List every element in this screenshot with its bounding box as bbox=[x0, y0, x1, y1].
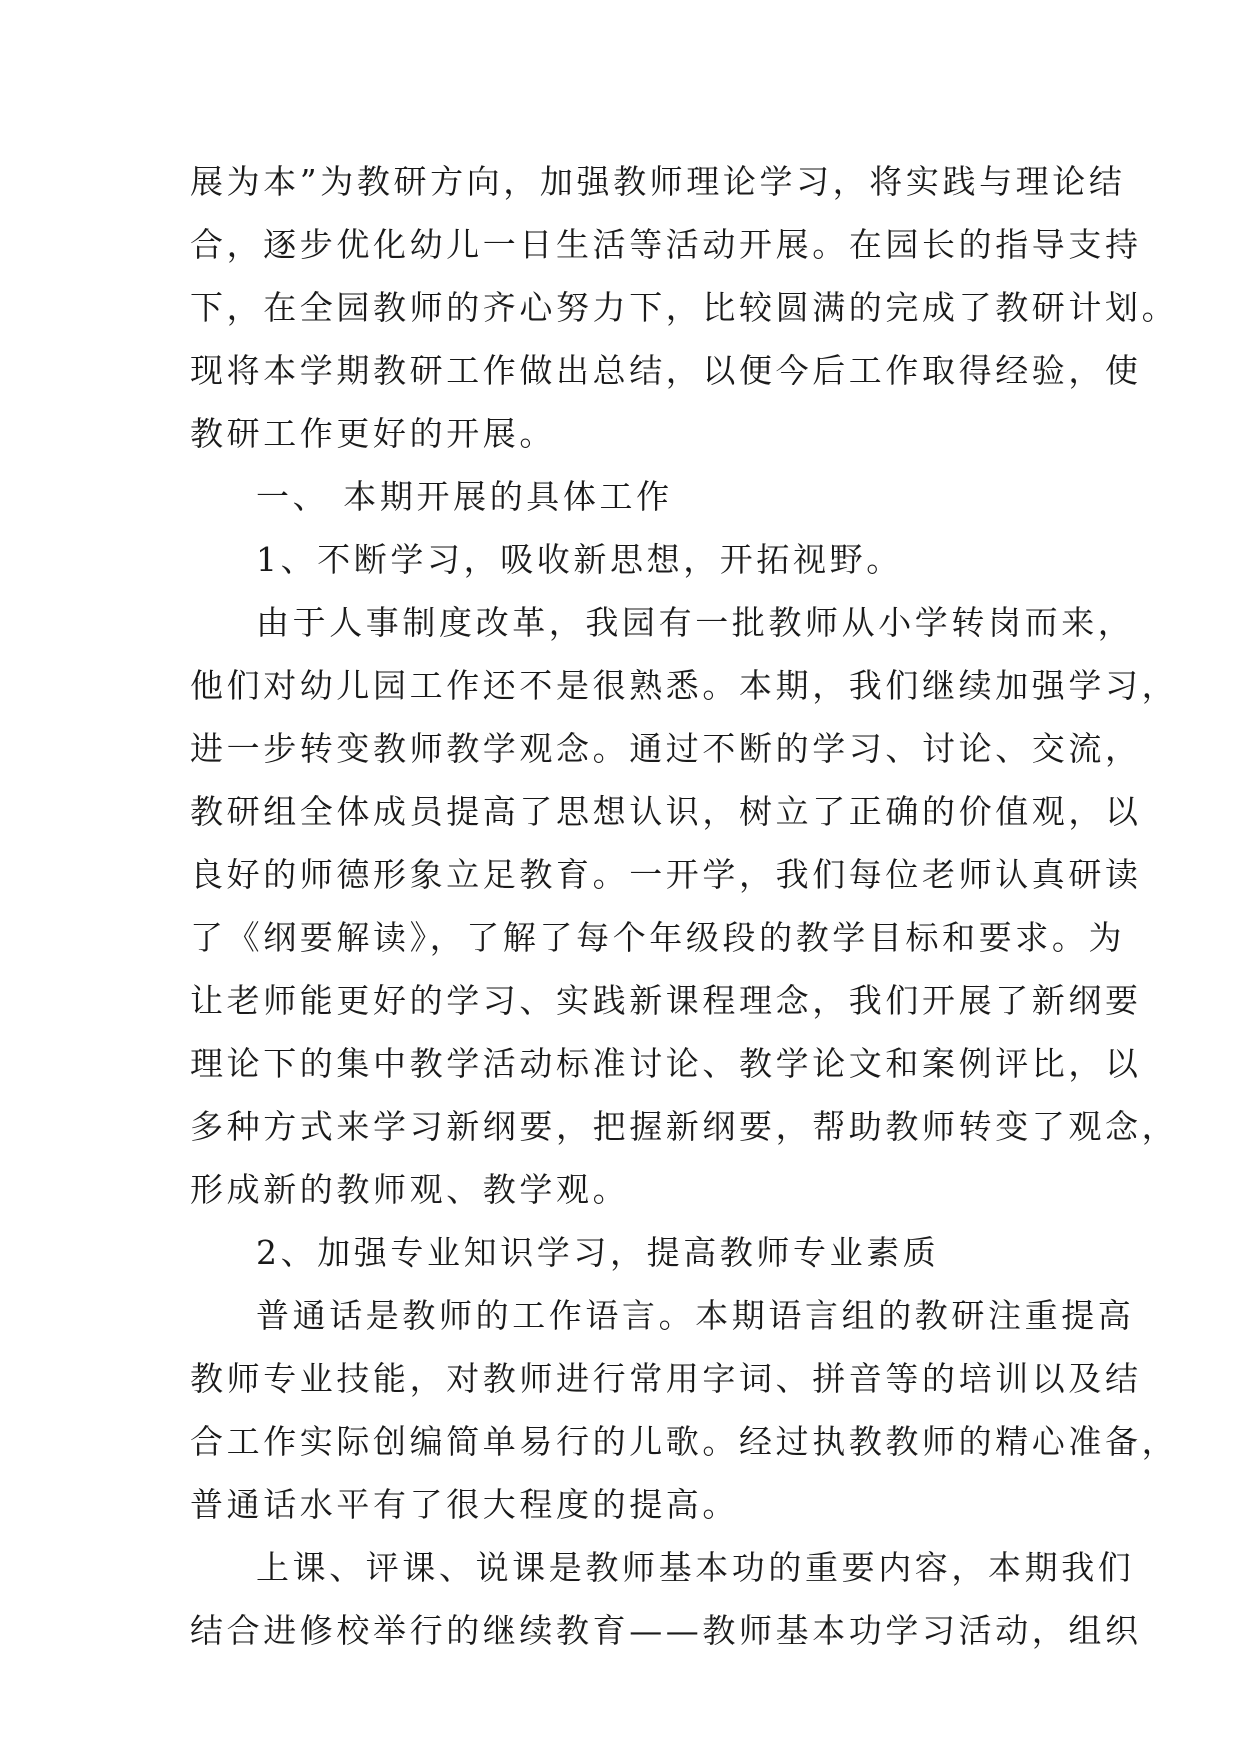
text-line: 让老师能更好的学习、实践新课程理念，我们开展了新纲要 bbox=[190, 981, 1142, 1020]
text-line: 合工作实际创编简单易行的儿歌。经过执教教师的精心准备， bbox=[190, 1422, 1179, 1461]
text-line: 多种方式来学习新纲要，把握新纲要，帮助教师转变了观念， bbox=[190, 1107, 1179, 1146]
text-line: 教师专业技能，对教师进行常用字词、拼音等的培训以及结 bbox=[190, 1359, 1142, 1398]
text-line: 由于人事制度改革，我园有一批教师从小学转岗而来， bbox=[256, 603, 1135, 642]
text-line: 他们对幼儿园工作还不是很熟悉。本期，我们继续加强学习， bbox=[190, 666, 1179, 705]
text-line: 上课、评课、说课是教师基本功的重要内容，本期我们 bbox=[256, 1548, 1135, 1587]
text-line: 普通话水平有了很大程度的提高。 bbox=[190, 1485, 739, 1524]
text-line: 展为本”为教研方向，加强教师理论学习，将实践与理论结 bbox=[190, 162, 1126, 201]
text-line: 了《纲要解读》，了解了每个年级段的教学目标和要求。为 bbox=[190, 918, 1126, 957]
section-heading: 一、 本期开展的具体工作 bbox=[256, 477, 673, 516]
text-line: 合，逐步优化幼儿一日生活等活动开展。在园长的指导支持 bbox=[190, 225, 1142, 264]
text-line: 下，在全园教师的齐心努力下，比较圆满的完成了教研计划。 bbox=[190, 288, 1179, 327]
text-line: 形成新的教师观、教学观。 bbox=[190, 1170, 630, 1209]
text-line: 教研组全体成员提高了思想认识，树立了正确的价值观，以 bbox=[190, 792, 1142, 831]
subsection-heading: 2、加强专业知识学习，提高教师专业素质 bbox=[256, 1233, 940, 1272]
text-line: 普通话是教师的工作语言。本期语言组的教研注重提高 bbox=[256, 1296, 1135, 1335]
subsection-heading: 1、不断学习，吸收新思想，开拓视野。 bbox=[256, 540, 903, 579]
text-line: 教研工作更好的开展。 bbox=[190, 414, 556, 453]
text-line: 理论下的集中教学活动标准讨论、教学论文和案例评比，以 bbox=[190, 1044, 1142, 1083]
document-body bbox=[190, 150, 1179, 1662]
text-line: 进一步转变教师教学观念。通过不断的学习、讨论、交流， bbox=[190, 729, 1142, 768]
text-line: 结合进修校举行的继续教育——教师基本功学习活动，组织 bbox=[190, 1611, 1142, 1650]
text-line: 良好的师德形象立足教育。一开学，我们每位老师认真研读 bbox=[190, 855, 1142, 894]
text-line: 现将本学期教研工作做出总结，以便今后工作取得经验，使 bbox=[190, 351, 1142, 390]
